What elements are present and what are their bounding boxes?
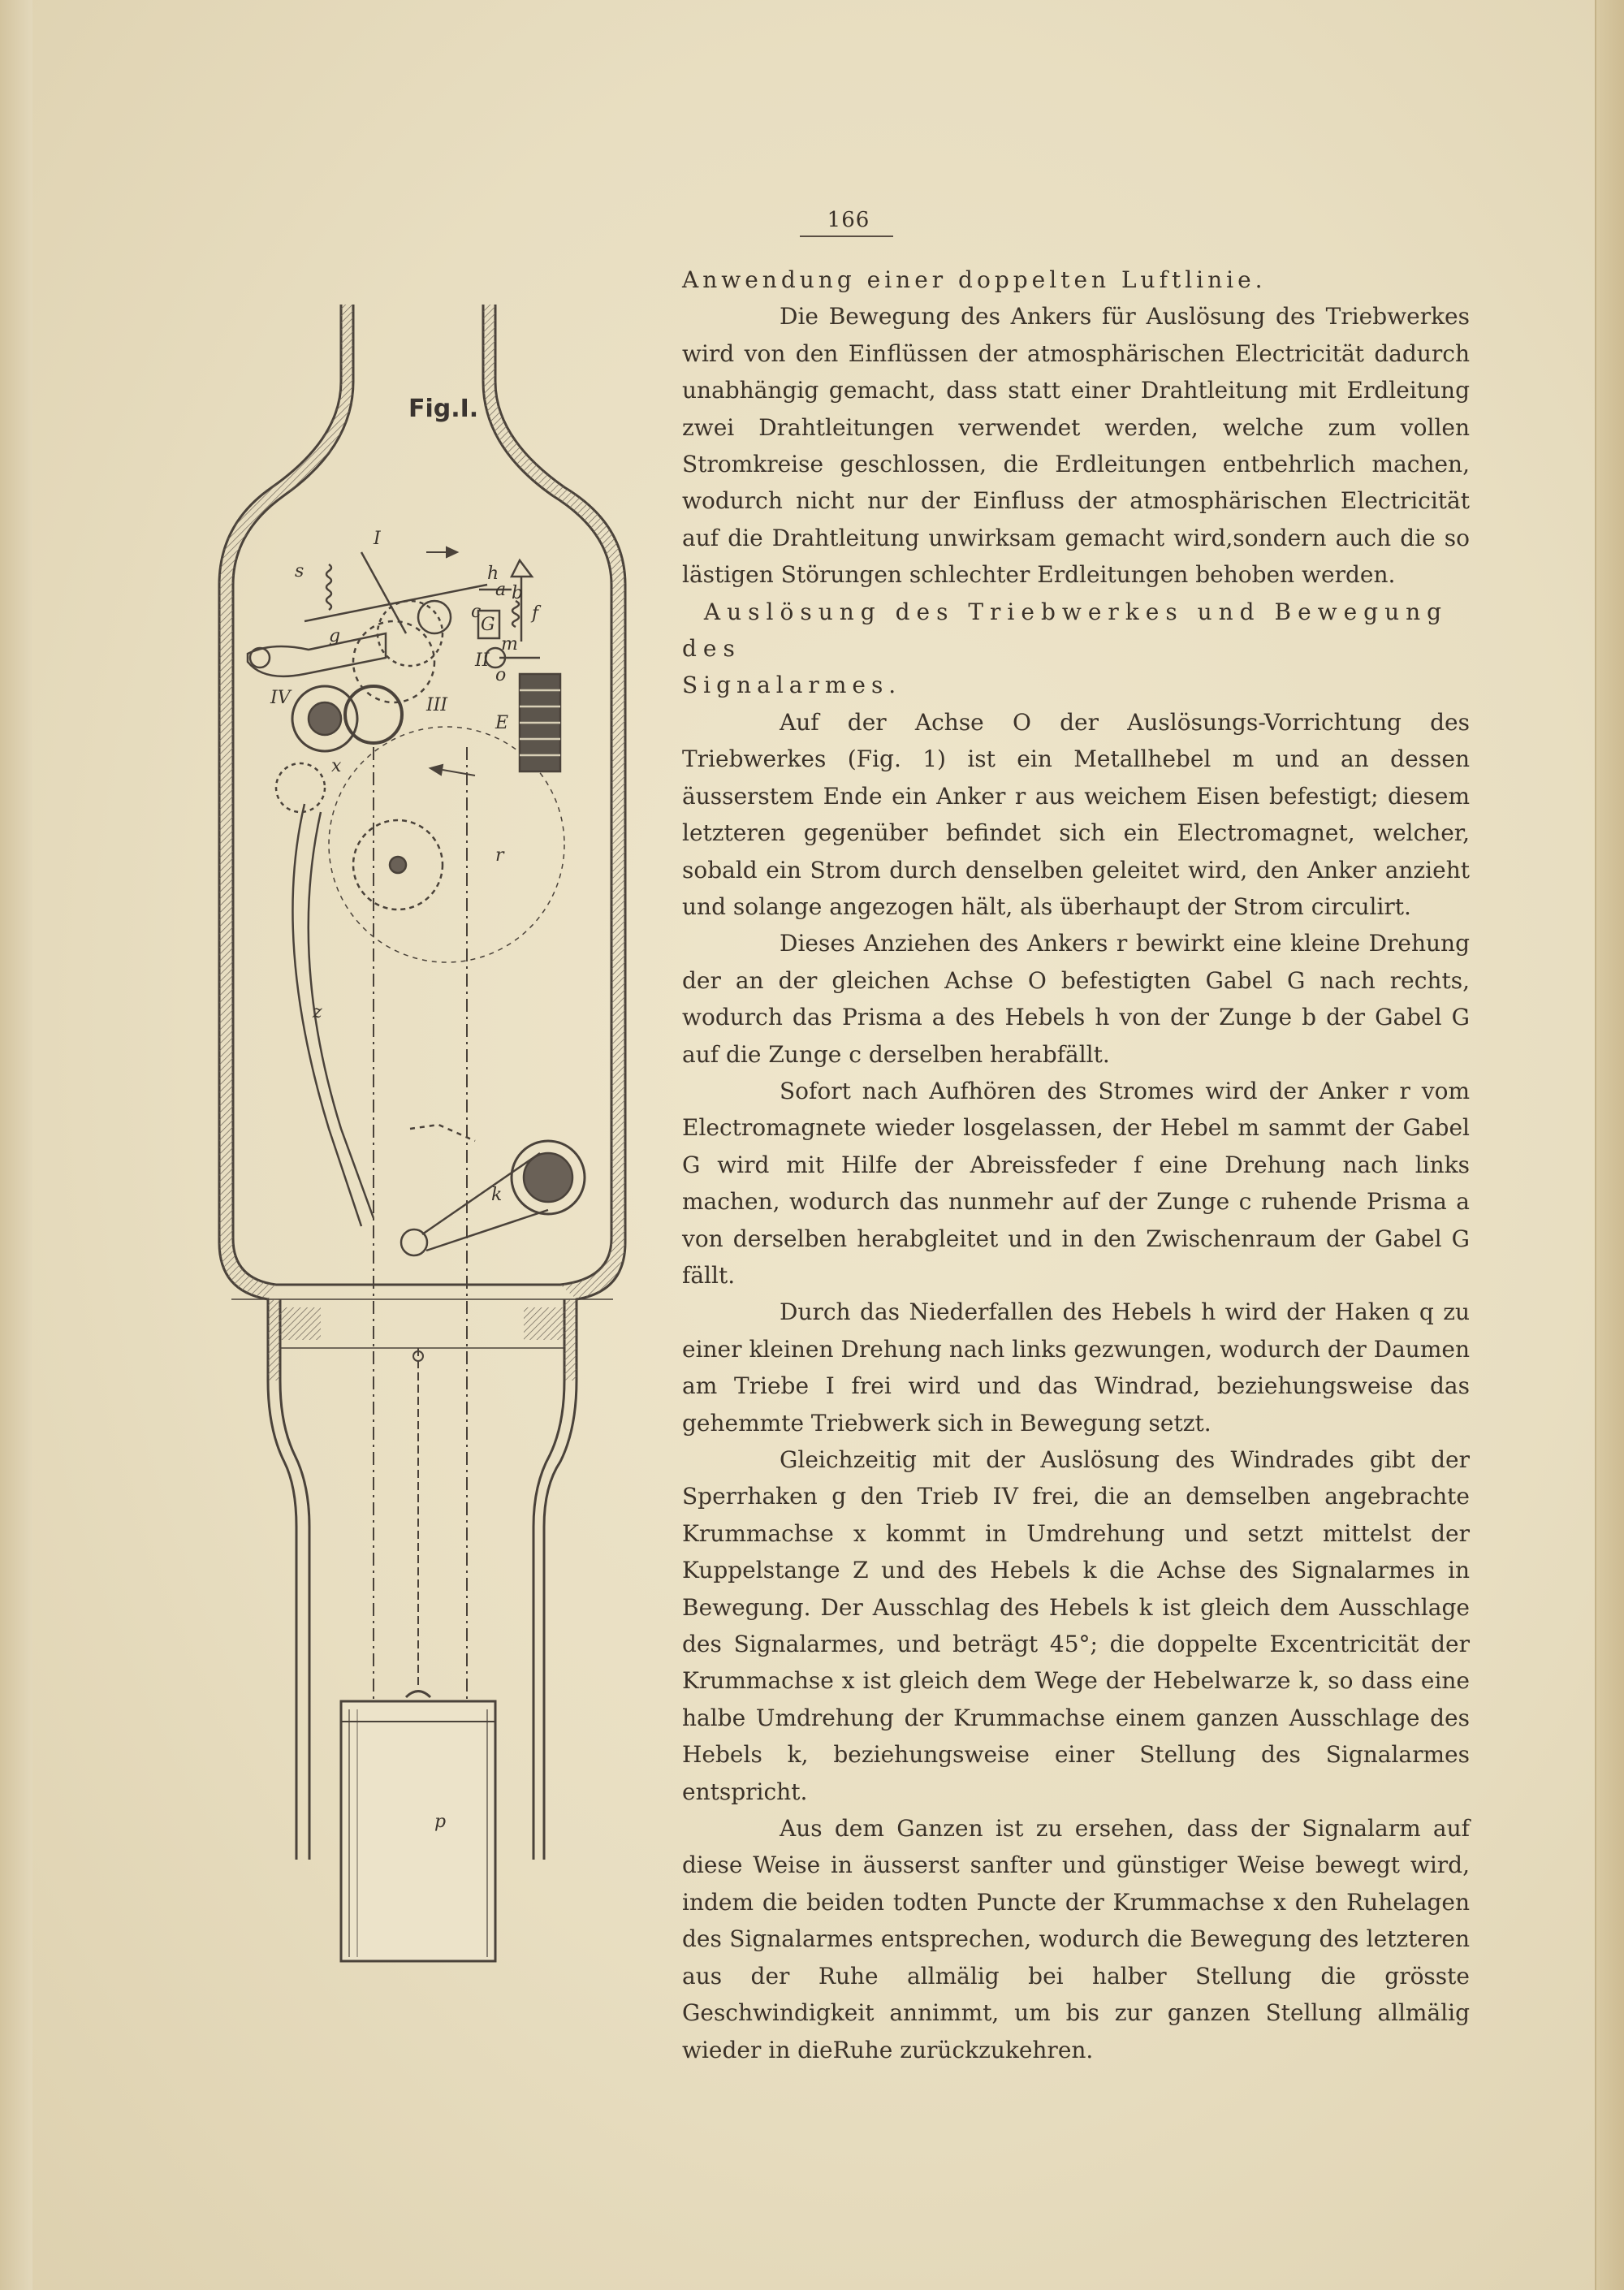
figure-label: Fig.I. [408,395,479,423]
paragraph-6: Gleichzeitig mit der Auslösung des Windrades gibt der Sperrhaken g den Trieb IV frei, die an demselben angebrachte Krummachse x kommt in Umdrehung und setzt mittelst der Kuppelstange Z und des Hebels k die Achse des Signalarmes in Bewegung. Der Ausschlag des Hebels k ist gleich dem Ausschlage des Signalarmes, und beträgt 45°; die doppelte Excentricität der Krummachse x ist gleich dem Wege der Hebelwarze k, so dass eine halbe Umdrehung der Krummachse einem ganzen Ausschlage des Hebels k, beziehungsweise einer Stellung des Signalarmes entspricht. [682,1446,1470,1805]
page-number: 166 [827,208,870,232]
paragraph-2: Auf der Achse O der Auslösungs-Vorrichtung des Triebwerkes (Fig. 1) ist ein Metallhebel m und an dessen äusserstem Ende ein Anker r aus weichem Eisen befestigt; diesem letzteren gegenüber befindet sich ein Electromagnet, welcher, sobald ein Strom durch denselben geleitet wird, den Anker anzieht und solange angezogen hält, als überhaupt der Strom circulirt. [682,708,1470,920]
label-f: f [532,603,539,624]
page-left-edge [0,0,32,2290]
label-b: b [512,583,524,603]
paragraph-3: Dieses Anziehen des Ankers r bewirkt eine kleine Drehung der an der gleichen Achse O befestigten Gabel G nach rechts, wodurch das Prisma a des Hebels h von der Zunge b der Gabel G auf die Zunge c derselben herabfällt. [682,930,1470,1068]
label-G: G [481,615,495,635]
section-heading-2a: Auslösung des Triebwerkes und Bewegung des [682,598,1449,663]
label-II: II [475,650,490,671]
section-heading-2b: Signalarmes. [682,672,902,699]
label-o: o [495,665,507,685]
label-III: III [426,695,448,715]
paragraph-5: Durch das Niederfallen des Hebels h wird der Haken q zu einer kleinen Drehung nach links gezwungen, wodurch der Daumen am Triebe I frei wird und das Windrad, beziehungsweise das gehemmte Triebwerk sich in Bewegung setzt. [682,1298,1470,1437]
label-a: a [495,580,507,600]
label-m: m [501,634,518,655]
page-right-edge [1595,0,1624,2290]
label-E: E [495,713,509,733]
label-k: k [491,1185,503,1205]
label-x: x [331,756,342,776]
label-h: h [487,564,499,584]
label-p: p [434,1812,447,1832]
label-s: s [295,561,304,581]
paragraph-1: Die Bewegung des Ankers für Auslösung des Triebwerkes wird von den Einflüssen der atmosphärischen Electricität dadurch unabhängig gemacht, dass statt einer Drahtleitung mit Erdleitung zwei Drahtleitungen verwendet werden, welche zum vollen Stromkreise geschlossen, die Erdleitungen entbehrlich machen, wodurch nicht nur der Einfluss der atmosphärischen Electricität auf die Drahtleitung unwirksam gemacht wird,sondern auch die so lästigen Störungen schlechter Erdleitungen behoben werden. [682,303,1470,589]
section-heading-1: Anwendung einer doppelten Luftlinie. [682,266,1267,293]
label-g: g [329,626,341,646]
mechanism-figure [199,292,654,1981]
label-c: c [471,602,482,622]
label-z: z [313,1002,322,1022]
body-text [682,261,1470,2068]
paragraph-7: Aus dem Ganzen ist zu ersehen, dass der Signalarm auf diese Weise in äusserst sanfter und günstiger Weise bewegt wird, indem die beiden todten Puncte der Krummachse x den Ruhelagen des Signalarmes entsprechen, wodurch die Bewegung des letzteren aus der Ruhe allmälig bei halber Stellung die grösste Geschwindigkeit annimmt, um bis zur ganzen Stellung allmälig wieder in dieRuhe zurückzukehren. [682,1815,1470,2063]
label-r: r [495,845,504,866]
label-IV: IV [270,688,291,708]
label-I: I [374,529,381,549]
paragraph-4: Sofort nach Aufhören des Stromes wird der Anker r vom Electromagnete wieder losgelassen, der Hebel m sammt der Gabel G wird mit Hilfe der Abreissfeder f eine Drehung nach links machen, wodurch das nunmehr auf der Zunge c ruhende Prisma a von derselben herabgleitet und in den Zwischenraum der Gabel G fällt. [682,1077,1470,1289]
page-number-rule [800,235,893,237]
